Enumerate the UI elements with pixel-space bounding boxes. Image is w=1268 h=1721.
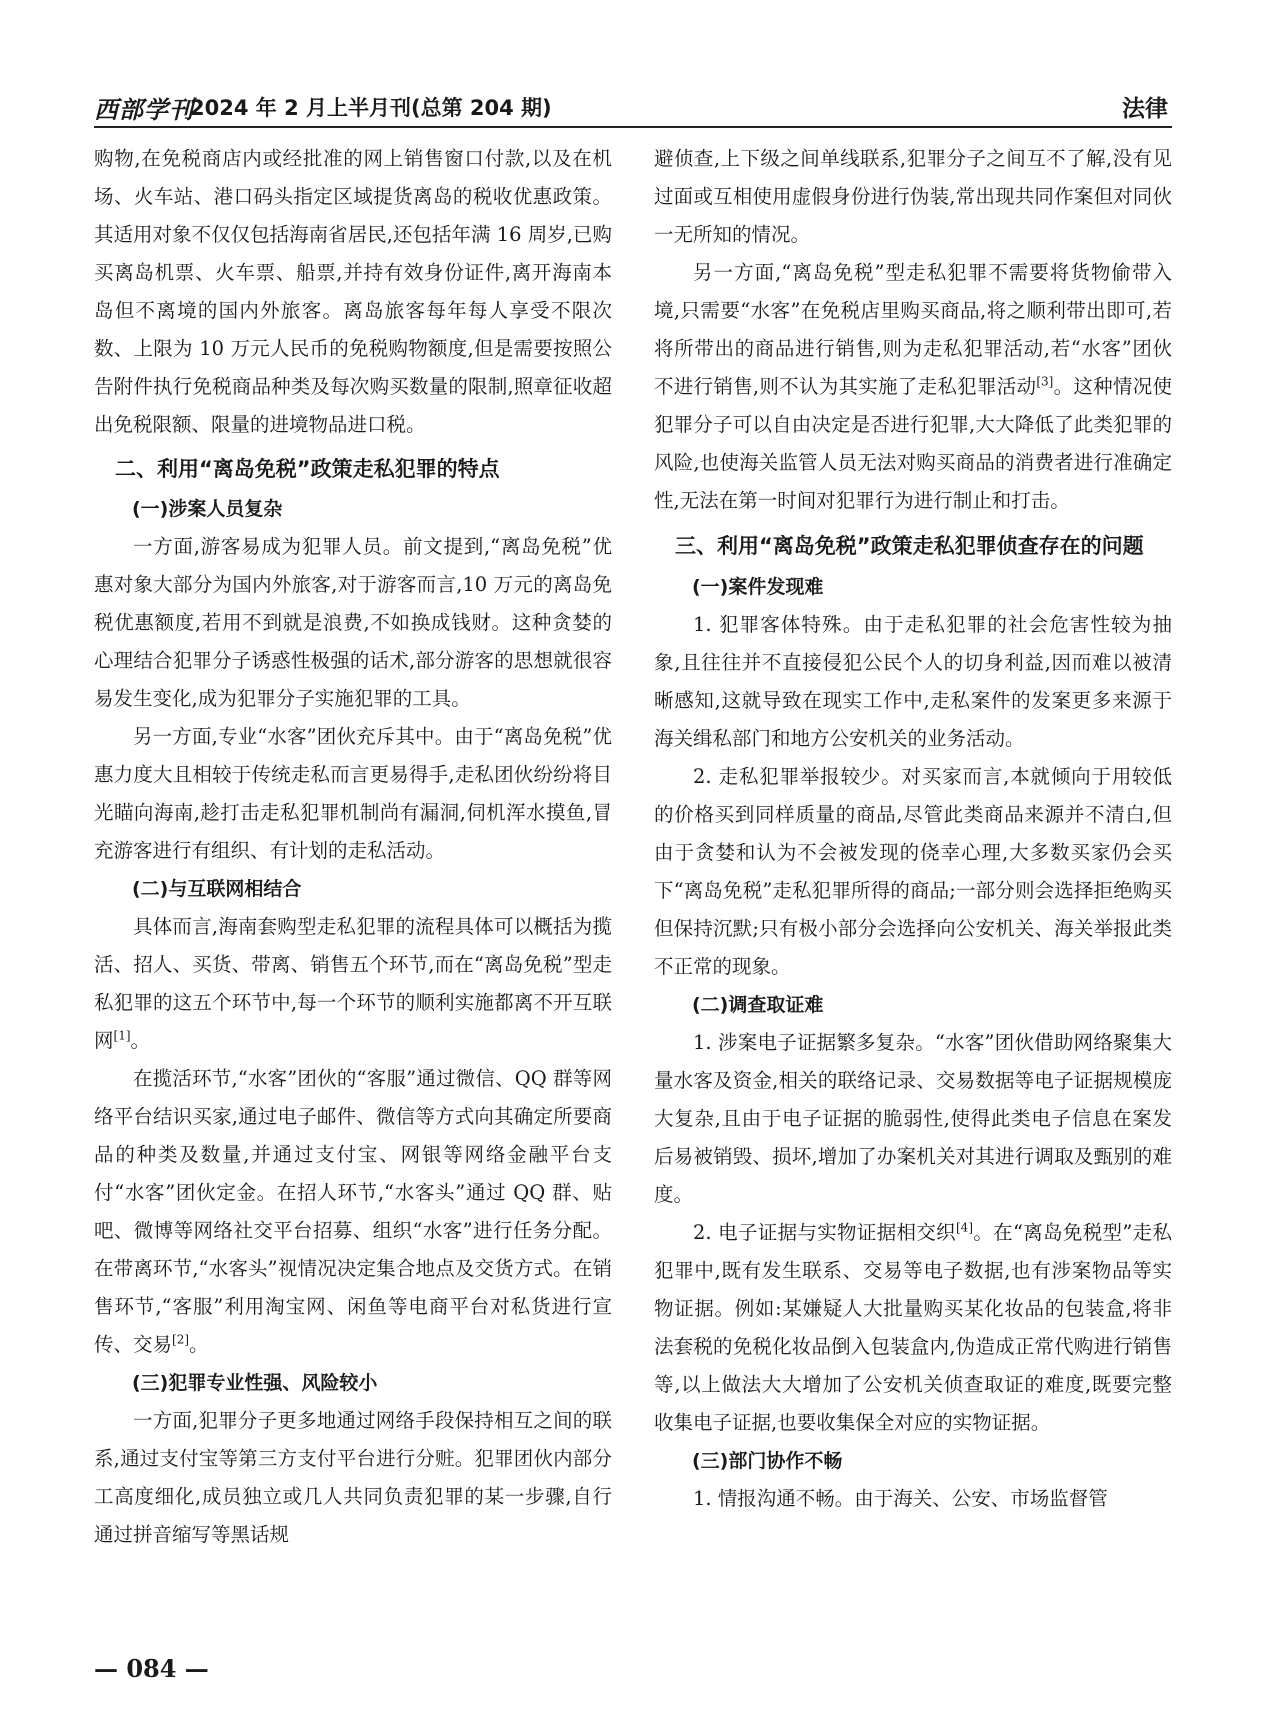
paragraph-text: 。 xyxy=(130,1029,151,1052)
citation-ref: [2] xyxy=(172,1332,190,1347)
paragraph: 1. 犯罪客体特殊。由于走私犯罪的社会危害性较为抽象,且往往并不直接侵犯公民个人的切身利益,因而难以被清晰感知,这就导致在现实工作中,走私案件的发案更多来源于海关缉私部门和地方公安机关的业务活动。 xyxy=(654,613,1172,750)
paragraph-text: 。 xyxy=(189,1333,209,1356)
subsection-heading: (一)涉案人员复杂 xyxy=(132,498,283,520)
citation-ref: [1] xyxy=(113,1028,131,1043)
left-column xyxy=(94,140,612,1554)
citation-ref: [4] xyxy=(956,1220,973,1235)
paragraph xyxy=(94,908,612,1060)
page-header xyxy=(94,84,1172,128)
paragraph xyxy=(654,254,1172,520)
section-heading: 二、利用“离岛免税”政策走私犯罪的特点 xyxy=(115,457,500,481)
citation-ref: [3] xyxy=(1036,374,1054,389)
page-number: — 084 — xyxy=(94,1654,209,1683)
paragraph-text: 另一方面,“离岛免税”型走私犯罪不需要将货物偷带入境,只需要“水客”在免税店里购买商品,将之顺利带出即可,若将所带出的商品进行销售,则为走私犯罪活动,若“水客”团伙不进行销售,则不认为其实施了走私犯罪活动 xyxy=(654,261,1172,398)
paragraph: 另一方面,专业“水客”团伙充斥其中。由于“离岛免税”优惠力度大且相较于传统走私而言更易得手,走私团伙纷纷将目光瞄向海南,趁打击走私犯罪机制尚有漏洞,伺机浑水摸鱼,冒充游客进行有组织、有计划的走私活动。 xyxy=(94,725,612,862)
subsection-heading: (一)案件发现难 xyxy=(692,576,824,598)
paragraph-text: 2. 电子证据与实物证据相交织 xyxy=(693,1221,956,1244)
paragraph: 一方面,游客易成为犯罪人员。前文提到,“离岛免税”优惠对象大部分为国内外旅客,对于游客而言,10 万元的离岛免税优惠额度,若用不到就是浪费,不如换成钱财。这种贪婪的心理结合犯罪分子诱惑性极强的话术,部分游客的思想就很容易发生变化,成为犯罪分子实施犯罪的工具。 xyxy=(94,535,612,710)
subsection-heading: (二)调查取证难 xyxy=(692,994,824,1016)
paragraph-text: 在揽活环节,“水客”团伙的“客服”通过微信、QQ 群等网络平台结识买家,通过电子邮件、微信等方式向其确定所要商品的种类及数量,并通过支付宝、网银等网络金融平台支付“水客”团伙定金。在招人环节,“水客头”通过 QQ 群、贴吧、微博等网络社交平台招募、组织“水客”进行任务分配。在带离环节,“水客头”视情况决定集合地点及交货方式。在销售环节,“客服”利用淘宝网、闲鱼等电商平台对私货进行宣传、交易 xyxy=(94,1067,612,1356)
paragraph: 1. 涉案电子证据繁多复杂。“水客”团伙借助网络聚集大量水客及资金,相关的联络记录、交易数据等电子证据规模庞大复杂,且由于电子证据的脆弱性,使得此类电子信息在案发后易被销毁、损坏,增加了办案机关对其进行调取及甄别的难度。 xyxy=(654,1031,1172,1206)
paragraph xyxy=(654,1214,1172,1442)
subsection-heading: (三)犯罪专业性强、风险较小 xyxy=(132,1372,378,1394)
paragraph-text: 。这种情况使犯罪分子可以自由决定是否进行犯罪,大大降低了此类犯罪的风险,也使海关监管人员无法对购买商品的消费者进行准确定性,无法在第一时间对犯罪行为进行制止和打击。 xyxy=(654,375,1172,512)
paragraph: 1. 情报沟通不畅。由于海关、公安、市场监督管 xyxy=(693,1487,1108,1510)
paragraph xyxy=(94,1060,612,1364)
paragraph-text: 具体而言,海南套购型走私犯罪的流程具体可以概括为揽活、招人、买货、带离、销售五个环节,而在“离岛免税”型走私犯罪的这五个环节中,每一个环节的顺利实施都离不开互联网 xyxy=(94,915,612,1052)
subsection-heading: (三)部门协作不畅 xyxy=(692,1450,843,1472)
right-column xyxy=(654,140,1172,1518)
issue-info: 2024 年 2 月上半月刊(总第 204 期) xyxy=(190,96,552,120)
journal-logo: 西部学刊 xyxy=(94,95,194,124)
paragraph-text: 。在“离岛免税型”走私犯罪中,既有发生联系、交易等电子数据,也有涉案物品等实物证据。例如:某嫌疑人大批量购买某化妆品的包装盒,将非法套税的免税化妆品倒入包装盒内,伪造成正常代购进行销售等,以上做法大大增加了公安机关侦查取证的难度,既要完整收集电子证据,也要收集保全对应的实物证据。 xyxy=(654,1221,1172,1434)
paragraph: 一方面,犯罪分子更多地通过网络手段保持相互之间的联系,通过支付宝等第三方支付平台进行分赃。犯罪团伙内部分工高度细化,成员独立或几人共同负责犯罪的某一步骤,自行通过拼音缩写等黑话规 xyxy=(94,1409,612,1546)
paragraph: 2. 走私犯罪举报较少。对买家而言,本就倾向于用较低的价格买到同样质量的商品,尽管此类商品来源并不清白,但由于贪婪和认为不会被发现的侥幸心理,大多数买家仍会买下“离岛免税”走私犯罪所得的商品;一部分则会选择拒绝购买但保持沉默;只有极小部分会选择向公安机关、海关举报此类不正常的现象。 xyxy=(654,765,1172,978)
subsection-heading: (二)与互联网相结合 xyxy=(132,878,302,900)
section-label: 法律 xyxy=(1122,96,1168,122)
paragraph: 购物,在免税商店内或经批准的网上销售窗口付款,以及在机场、火车站、港口码头指定区域提货离岛的税收优惠政策。其适用对象不仅仅包括海南省居民,还包括年满 16 周岁,已购买离岛机票、火车票、船票,并持有效身份证件,离开海南本岛但不离境的国内外旅客。离岛旅客每年每人享受不限次数、上限为 10 万元人民币的免税购物额度,但是需要按照公告附件执行免税商品种类及每次购买数量的限制,照章征收超出免税限额、限量的进境物品进口税。 xyxy=(94,147,612,436)
section-heading: 三、利用“离岛免税”政策走私犯罪侦查存在的问题 xyxy=(675,534,1144,558)
paragraph: 避侦查,上下级之间单线联系,犯罪分子之间互不了解,没有见过面或互相使用虚假身份进行伪装,常出现共同作案但对同伙一无所知的情况。 xyxy=(654,147,1172,246)
